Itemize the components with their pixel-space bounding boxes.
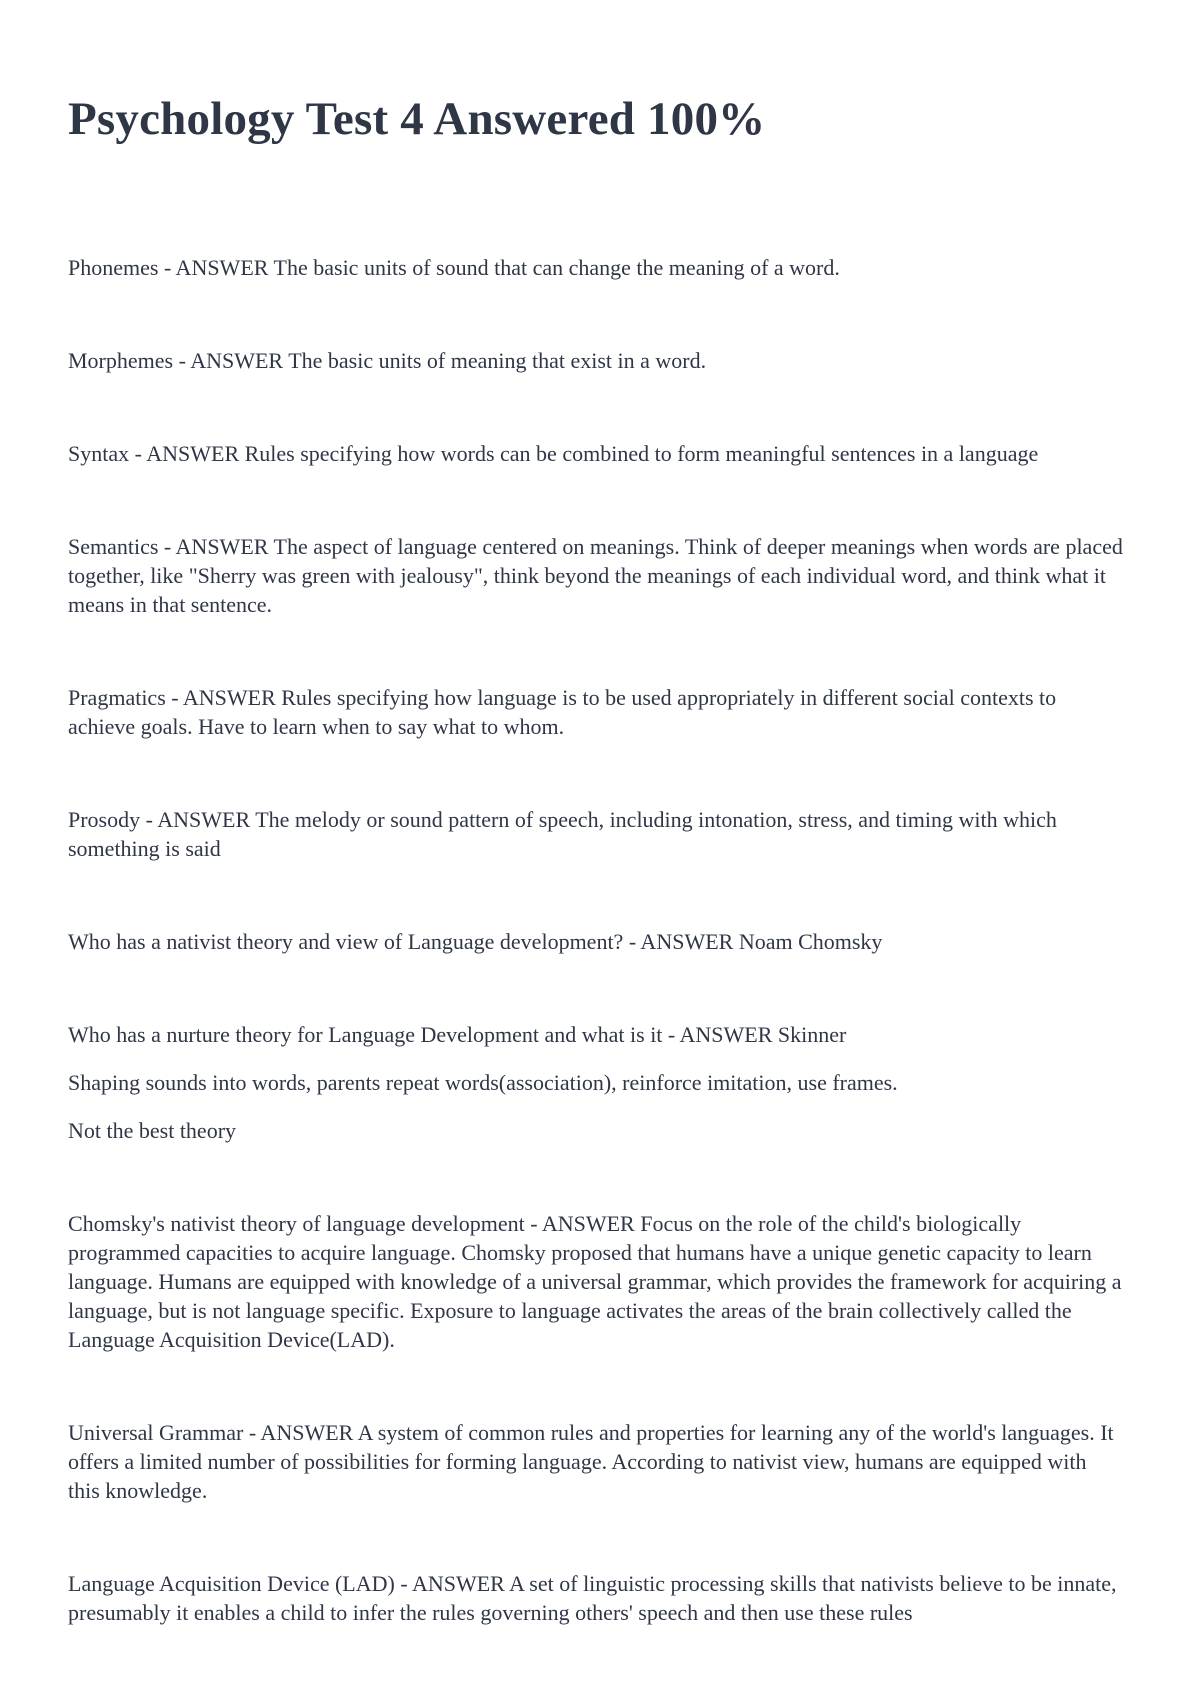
qa-text: Who has a nativist theory and view of Language development? - ANSWER Noam Chomsky bbox=[68, 929, 883, 954]
qa-text: Who has a nurture theory for Language Development and what is it - ANSWER Skinner bbox=[68, 1022, 847, 1047]
qa-entry-chomsky-theory bbox=[68, 1209, 1123, 1354]
qa-text: Morphemes - ANSWER The basic units of meaning that exist in a word. bbox=[68, 348, 707, 373]
qa-text: Syntax - ANSWER Rules specifying how words can be combined to form meaningful sentences in a language bbox=[68, 441, 1039, 466]
qa-entry-lad bbox=[68, 1569, 1123, 1627]
qa-entry-syntax bbox=[68, 439, 1123, 468]
qa-text: Prosody - ANSWER The melody or sound pattern of speech, including intonation, stress, and timing with which something is said bbox=[68, 807, 1057, 861]
qa-entry-prosody bbox=[68, 805, 1123, 863]
qa-entry-semantics bbox=[68, 532, 1123, 619]
qa-text: Language Acquisition Device (LAD) - ANSWER A set of linguistic processing skills that nativists believe to be innate, presumably it enables a child to infer the rules governing others' speech and then use these rules bbox=[68, 1571, 1117, 1625]
qa-text-continued: Shaping sounds into words, parents repeat words(association), reinforce imitation, use frames. bbox=[68, 1070, 898, 1095]
qa-text-continued: Not the best theory bbox=[68, 1118, 237, 1143]
document-title: Psychology Test 4 Answered 100% bbox=[68, 93, 766, 145]
qa-entry-phonemes bbox=[68, 253, 1123, 282]
qa-text: Phonemes - ANSWER The basic units of sound that can change the meaning of a word. bbox=[68, 255, 840, 280]
qa-entry-morphemes bbox=[68, 346, 1123, 375]
qa-entry-nativist-theory bbox=[68, 927, 1123, 956]
qa-entry-nurture-theory bbox=[68, 1020, 1123, 1145]
qa-text: Chomsky's nativist theory of language development - ANSWER Focus on the role of the child's biologically programmed capacities to acquire language. Chomsky proposed that humans have a unique genetic capacity to learn language. Humans are equipped with knowledge of a universal grammar, which provides the framework for acquiring a language, but is not language specific. Exposure to language activates the areas of the brain collectively called the Language Acquisition Device(LAD). bbox=[68, 1211, 1122, 1352]
qa-text: Pragmatics - ANSWER Rules specifying how language is to be used appropriately in different social contexts to achieve goals. Have to learn when to say what to whom. bbox=[68, 685, 1057, 739]
qa-entry-universal-grammar bbox=[68, 1418, 1123, 1505]
qa-text: Universal Grammar - ANSWER A system of common rules and properties for learning any of the world's languages. It offers a limited number of possibilities for forming language. According to nativist view, humans are equipped with this knowledge. bbox=[68, 1420, 1114, 1503]
qa-text: Semantics - ANSWER The aspect of language centered on meanings. Think of deeper meanings when words are placed together, like "Sherry was green with jealousy", think beyond the meanings of each individual word, and think what it means in that sentence. bbox=[68, 534, 1123, 617]
qa-list bbox=[68, 253, 1123, 1691]
qa-entry-pragmatics bbox=[68, 683, 1123, 741]
